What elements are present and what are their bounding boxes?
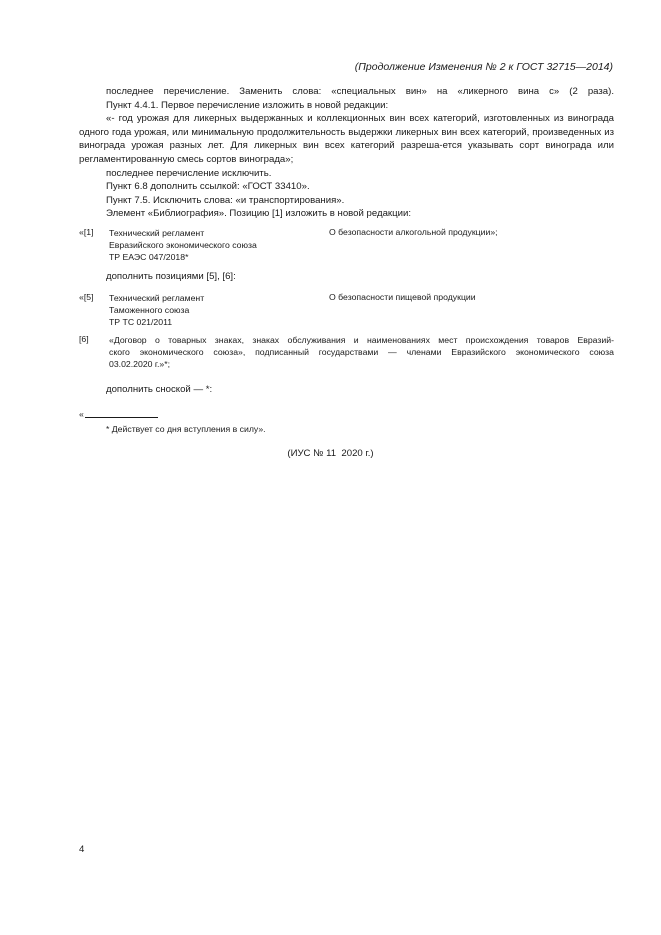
ref1-number: «[1] <box>79 227 94 237</box>
ref6-line: «Договор о товарных знаках, знаках обслуживания и наименованиях мест происхождения товаров Евразий- <box>109 335 614 345</box>
ref5-line: Технический регламент <box>109 293 205 303</box>
ref5-line: ТР ТС 021/2011 <box>109 317 173 327</box>
ref5-line: Таможенного союза <box>109 305 190 315</box>
ref5-title: О безопасности пищевой продукции <box>329 292 476 302</box>
paragraph-clause-7-5: Пункт 7.5. Исключить слова: «и транспортирования». <box>106 194 345 206</box>
paragraph-exclude-listing: последнее перечисление исключить. <box>106 167 272 179</box>
amendment-text <box>79 85 614 221</box>
ref6-line: 03.02.2020 г.»*; <box>109 359 171 369</box>
add-footnote-line: дополнить сноской — *: <box>106 384 213 395</box>
paragraph-clause-6-8: Пункт 6.8 дополнить ссылкой: «ГОСТ 33410». <box>106 181 310 193</box>
add-positions-line: дополнить позициями [5], [6]: <box>106 271 236 282</box>
ius-reference: (ИУС № 11 2020 г.) <box>287 448 374 459</box>
ref6-text <box>109 334 614 370</box>
ref1-line: Технический регламент <box>109 228 205 238</box>
footnote-quote-mark: « <box>79 409 84 419</box>
ref5-document <box>109 292 204 328</box>
ref5-number: «[5] <box>79 292 94 302</box>
paragraph-clause-4-4-1: Пункт 4.4.1. Первое перечисление изложить в новой редакции: <box>106 99 389 111</box>
continuation-header: (Продолжение Изменения № 2 к ГОСТ 32715—2014) <box>354 61 613 73</box>
ref1-line: ТР ЕАЭС 047/2018* <box>109 252 189 262</box>
ref1-title: О безопасности алкогольной продукции»; <box>329 227 498 237</box>
paragraph-new-wording: «- год урожая для ликерных выдержанных и коллекционных вин всех категорий, изготовленных из винограда одного года урожая, или минимальную продолжительность выдержки ликерных вин всех категорий, произведенных из винограда урожая разных лет. Для ликерных вин всех категорий разреша-ется указывать сорт винограда или регламентированную смесь сортов винограда»; <box>79 113 614 165</box>
paragraph-last-listing: последнее перечисление. Заменить слова: «специальных вин» на «ликерного вина с» (2 раза). <box>106 86 614 97</box>
footnote-separator-rule <box>85 417 158 418</box>
footnote-text: * Действует со дня вступления в силу». <box>106 424 266 434</box>
ref6-line: ского экономического союза», подписанный государствами — членами Евразийского экономического союза <box>109 347 614 357</box>
ref6-number: [6] <box>79 334 89 344</box>
ref1-document <box>109 227 257 263</box>
paragraph-bibliography: Элемент «Библиография». Позицию [1] изложить в новой редакции: <box>106 208 411 220</box>
ref1-line: Евразийского экономического союза <box>109 240 257 250</box>
page-number: 4 <box>79 844 85 855</box>
